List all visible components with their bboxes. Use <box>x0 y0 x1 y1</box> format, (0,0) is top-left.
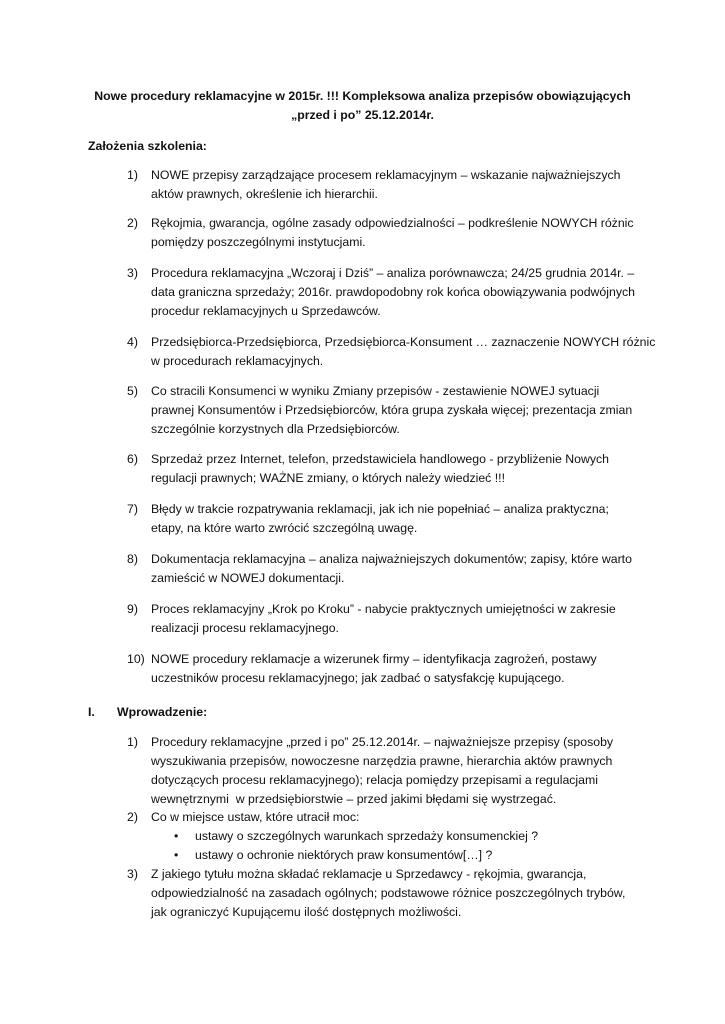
list-item-text: NOWE przepisy zarządzające procesem reklamacyjnym – wskazanie najważniejszych <box>151 168 621 182</box>
bullet-icon: • <box>174 848 179 862</box>
list-item-text: Rękojmia, gwarancja, ogólne zasady odpowiedzialności – podkreślenie NOWYCH różnic <box>151 216 634 230</box>
list-item-text: uczestników procesu reklamacyjnego; jak zadbać o satysfakcję kupującego. <box>151 671 565 685</box>
list-item-number: 1) <box>127 735 138 749</box>
title-line-2: „przed i po” 25.12.2014r. <box>291 108 434 122</box>
list-item-text: pomiędzy poszczególnymi instytucjami. <box>151 235 366 249</box>
list-item-text: Sprzedaż przez Internet, telefon, przedstawiciela handlowego - przybliżenie Nowych <box>151 452 609 466</box>
section-heading-zalozenia: Założenia szkolenia: <box>88 139 207 153</box>
list-item-text: prawnej Konsumentów i Przedsiębiorców, która grupa zyskała więcej; prezentacja zmian <box>151 403 633 417</box>
list-item-text: Przedsiębiorca-Przedsiębiorca, Przedsiębiorca-Konsument … zaznaczenie NOWYCH różnic <box>151 335 656 349</box>
list-item-text: Z jakiego tytułu można składać reklamacje u Sprzedawcy - rękojmia, gwarancja, <box>151 867 587 881</box>
list-item-text: Procedura reklamacyjna „Wczoraj i Dziś” – analiza porównawcza; 24/25 grudnia 2014r. – <box>151 266 635 280</box>
title-line-1: Nowe procedury reklamacyjne w 2015r. !!! Kompleksowa analiza przepisów obowiązujących <box>94 89 631 103</box>
list-item-text: Proces reklamacyjny „Krok po Kroku” - nabycie praktycznych umiejętności w zakresie <box>151 602 616 616</box>
list-item-number: 7) <box>127 502 138 516</box>
list-item-text: odpowiedzialność na zasadach ogólnych; podstawowe różnice poszczególnych trybów, <box>151 886 626 900</box>
list-item-number: 10) <box>127 652 145 666</box>
bullet-item-text: ustawy o ochronie niektórych praw konsumentów[…] ? <box>195 848 493 862</box>
list-item-number: 8) <box>127 552 138 566</box>
list-item-text: aktów prawnych, określenie ich hierarchii. <box>151 187 378 201</box>
list-item-text: Procedury reklamacyjne „przed i po” 25.12.2014r. – najważniejsze przepisy (sposoby <box>151 735 614 749</box>
list-item-number: 2) <box>127 216 138 230</box>
bullet-item-text: ustawy o szczególnych warunkach sprzedaży konsumenckiej ? <box>195 829 539 843</box>
list-item-text: realizacji procesu reklamacyjnego. <box>151 621 339 635</box>
document-title <box>0 87 725 125</box>
list-item-number: 4) <box>127 335 138 349</box>
section-heading-wprowadzenie: Wprowadzenie: <box>117 705 208 719</box>
list-item-number: 5) <box>127 384 138 398</box>
list-item-number: 3) <box>127 266 138 280</box>
list-item-text: regulacji prawnych; WAŻNE zmiany, o których należy wiedzieć !!! <box>151 471 505 485</box>
list-item-text: Dokumentacja reklamacyjna – analiza najważniejszych dokumentów; zapisy, które warto <box>151 552 632 566</box>
list-item-text: szczególnie korzystnych dla Przedsiębiorców. <box>151 422 400 436</box>
list-item-text: zamieścić w NOWEJ dokumentacji. <box>151 571 345 585</box>
list-item-text: jak ograniczyć Kupującemu ilość dostępnych możliwości. <box>151 905 462 919</box>
section-number: I. <box>88 705 95 719</box>
list-item-text: procedur reklamacyjnych u Sprzedawców. <box>151 304 381 318</box>
list-item-text: wewnętrznymi w przedsiębiorstwie – przed jakimi błędami się wystrzegać. <box>151 792 557 806</box>
list-item-text: Co stracili Konsumenci w wyniku Zmiany przepisów - zestawienie NOWEJ sytuacji <box>151 384 600 398</box>
list-item-text: data graniczna sprzedaży; 2016r. prawdopodobny rok końca obowiązywania podwójnych <box>151 285 635 299</box>
list-item-text: w procedurach reklamacyjnych. <box>151 354 324 368</box>
list-item-number: 6) <box>127 452 138 466</box>
list-item-text: etapy, na które warto zwrócić szczególną uwagę. <box>151 521 418 535</box>
list-item-text: Błędy w trakcie rozpatrywania reklamacji, jak ich nie popełniać – analiza praktyczna; <box>151 502 609 516</box>
list-item-number: 2) <box>127 810 138 824</box>
list-item-text: Co w miejsce ustaw, które utracił moc: <box>151 810 360 824</box>
list-item-text: wyszukiwania przepisów, nowoczesne narzędzia prawne, hierarchia aktów prawnych <box>151 754 613 768</box>
list-item-number: 1) <box>127 168 138 182</box>
list-item-number: 9) <box>127 602 138 616</box>
list-item-number: 3) <box>127 867 138 881</box>
list-item-text: dotyczących procesu reklamacyjnego); relacja pomiędzy przepisami a regulacjami <box>151 773 598 787</box>
list-item-text: NOWE procedury reklamacje a wizerunek firmy – identyfikacja zagrożeń, postawy <box>151 652 597 666</box>
bullet-icon: • <box>174 829 179 843</box>
